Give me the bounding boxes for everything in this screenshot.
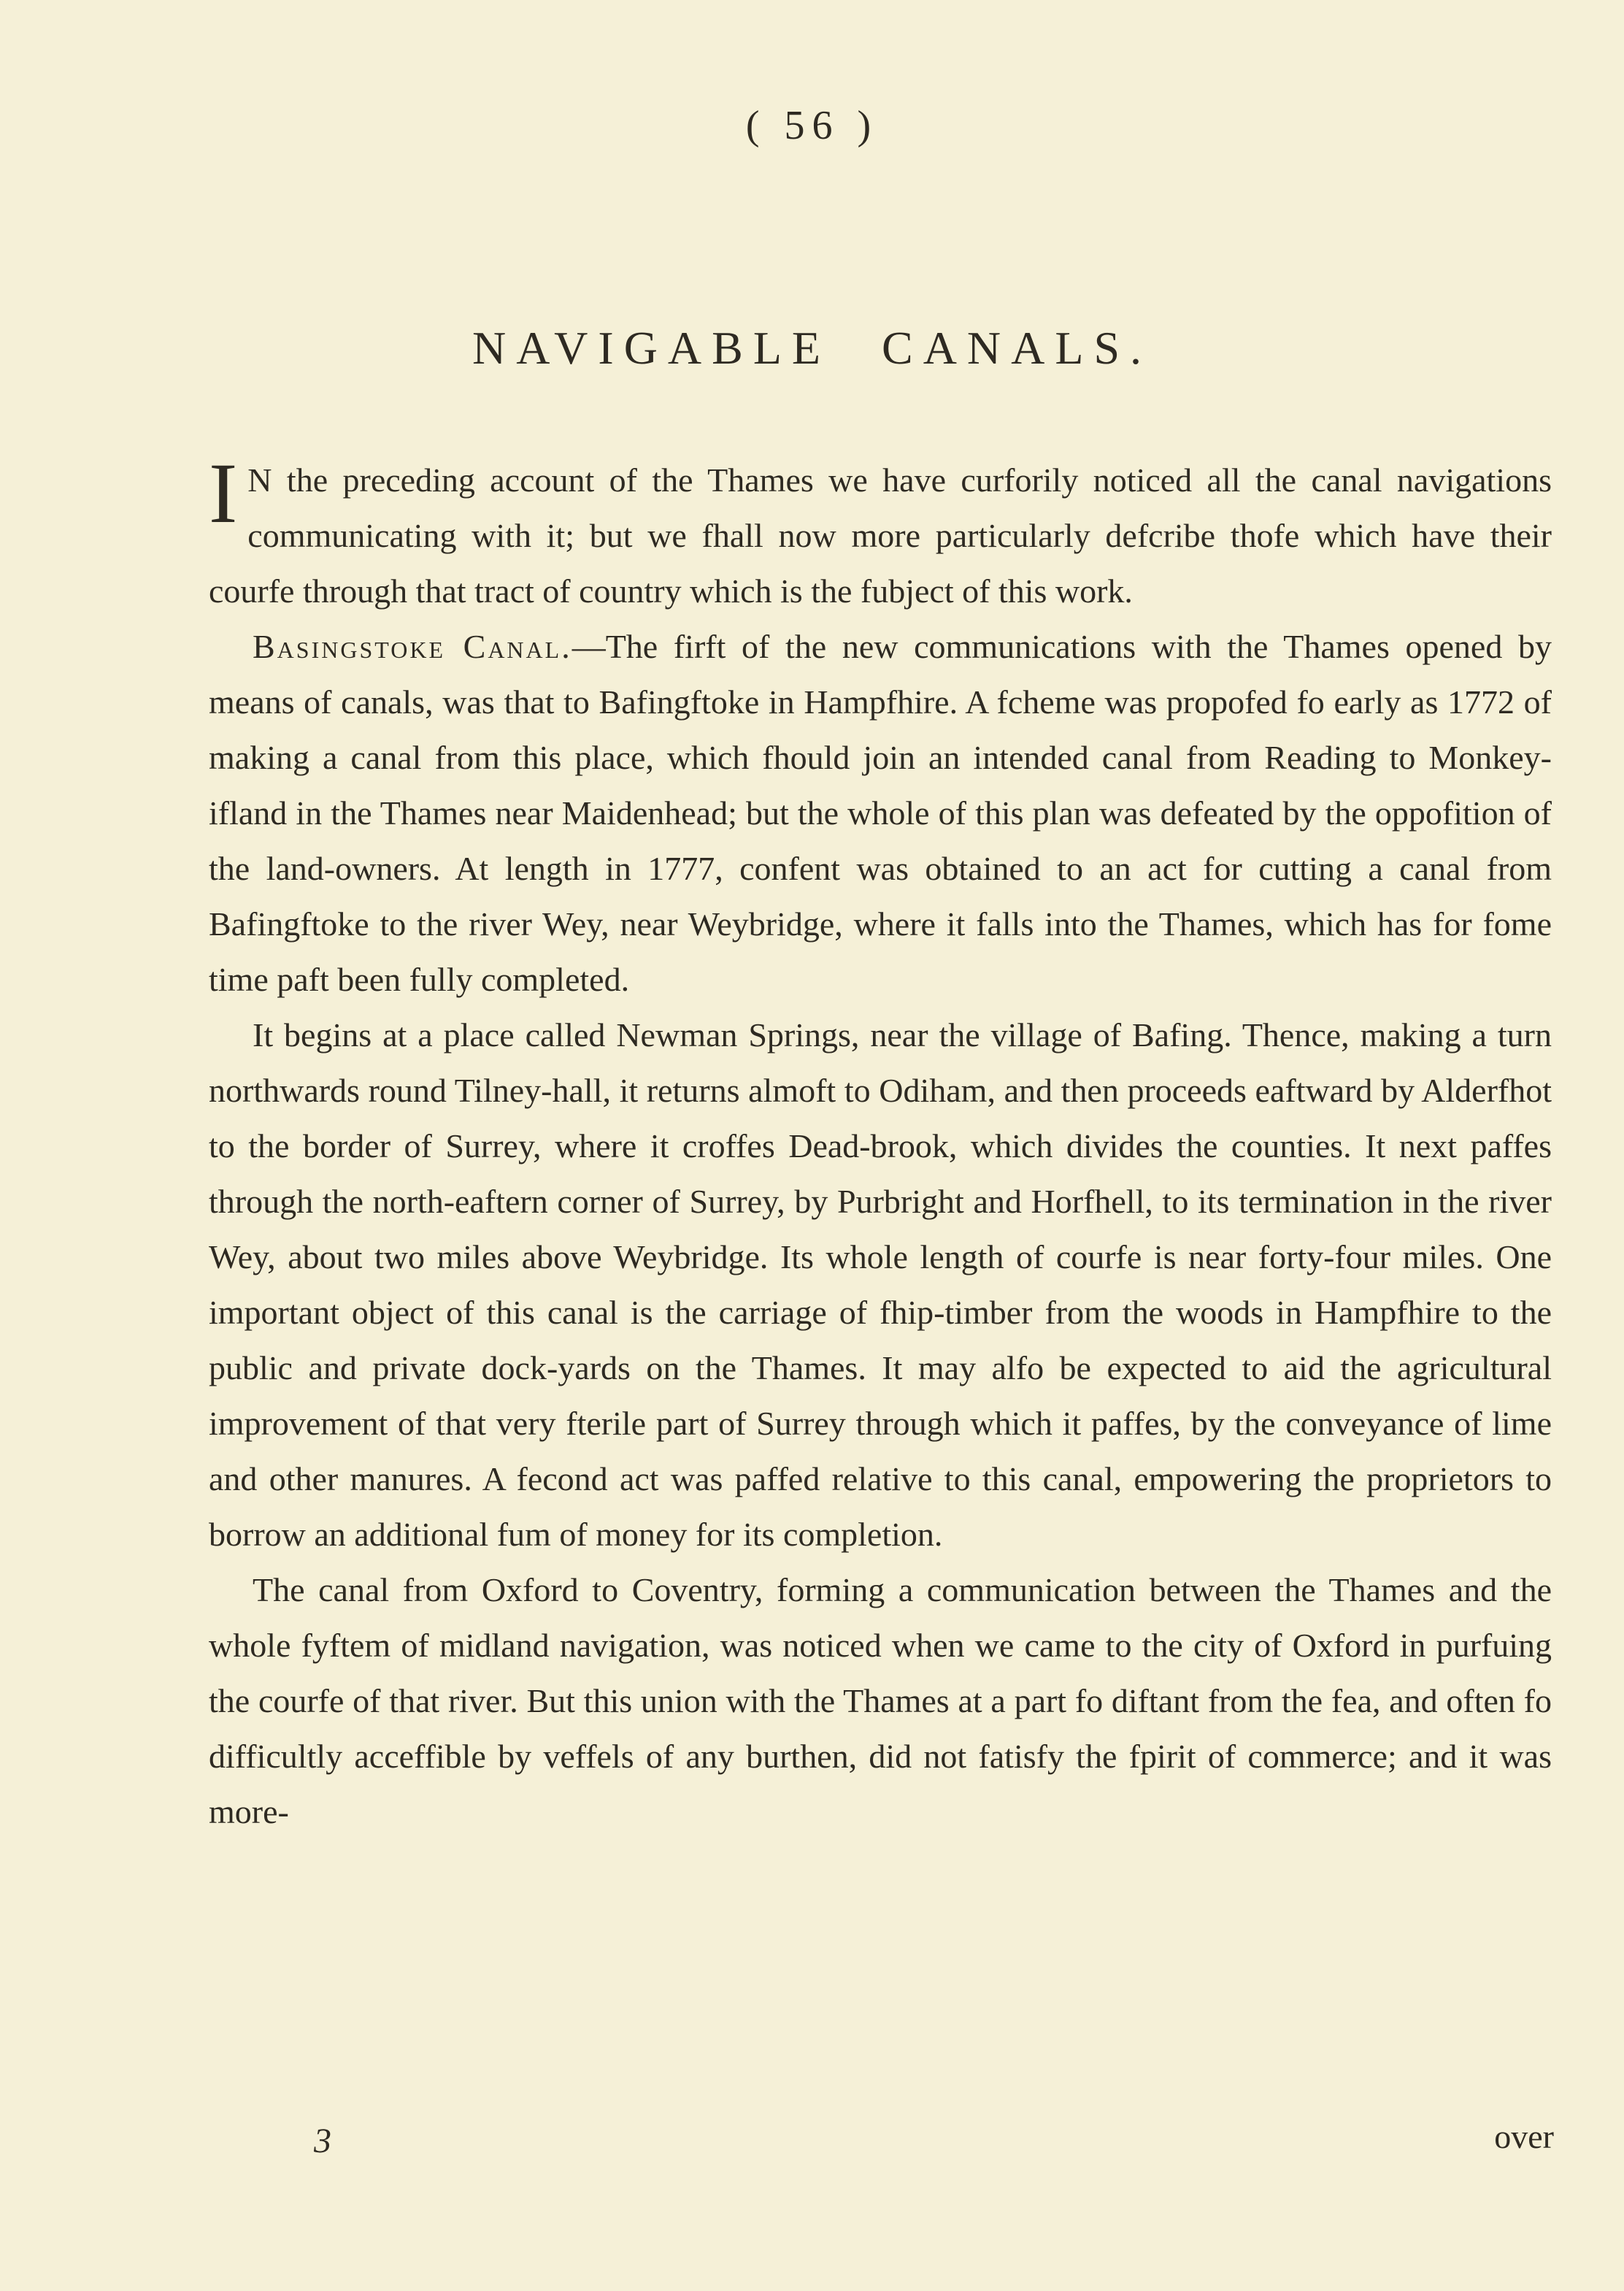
paragraph-4 bbox=[209, 1562, 1552, 1840]
paragraph-3 bbox=[209, 1008, 1552, 1562]
drop-cap: I bbox=[209, 445, 238, 541]
paragraph-2 bbox=[209, 619, 1552, 1008]
section-heading: Basingstoke Canal. bbox=[253, 628, 572, 665]
paragraph-1 bbox=[209, 445, 1552, 619]
chapter-title: NAVIGABLE CANALS. bbox=[472, 322, 1152, 374]
paragraph-4-text: The canal from Oxford to Coventry, forming a communication between the Thames and the whole fyftem of midland navigation, was noticed when we came to the city of Oxford in purfuing the courfe of that river. But this union with the Thames at a part fo diftant from the fea, and often fo difficultly acceffible by veffels of any burthen, did not fatisfy the fpirit of commerce; and it was more- bbox=[209, 1571, 1552, 1830]
paragraph-3-text: It begins at a place called Newman Springs, near the village of Bafing. Thence, making a turn northwards round Tilney-hall, it returns almoft to Odiham, and then proceeds eaftward by Alderfhot to the border of Surrey, where it croffes Dead-brook, which divides the counties. It next paffes through the north-eaftern corner of Surrey, by Purbright and Horfhell, to its termination in the river Wey, about two miles above Weybridge. Its whole length of courfe is near forty-four miles. One important object of this canal is the carriage of fhip-timber from the woods in Hampfhire to the public and private dock-yards on the Thames. It may alfo be expected to aid the agricultural improvement of that very fterile part of Surrey through which it paffes, by the conveyance of lime and other manures. A fecond act was paffed relative to this canal, empowering the proprietors to borrow an additional fum of money for its completion. bbox=[209, 1016, 1552, 1553]
paragraph-2-text: —The firft of the new communications with the Thames opened by means of canals, was that to Bafingftoke in Hampfhire. A fcheme was propofed fo early as 1772 of making a canal from this place, which fhould join an intended canal from Reading to Monkey-ifland in the Thames near Maidenhead; but the whole of this plan was defeated by the oppofition of the land-owners. At length in 1777, confent was obtained to an act for cutting a canal from Bafingftoke to the river Wey, near Weybridge, where it falls into the Thames, which has for fome time paft been fully completed. bbox=[209, 628, 1552, 998]
catchword: over bbox=[1494, 2118, 1554, 2155]
paragraph-1-text: N the preceding account of the Thames we have curforily noticed all the canal navigations communicating with it; but we fhall now more particularly defcribe thofe which have their courfe through that tract of country which is the fubject of this work. bbox=[209, 461, 1552, 610]
page-number: ( 56 ) bbox=[745, 103, 879, 148]
body-text bbox=[209, 445, 1552, 1840]
signature-mark: 3 bbox=[314, 2122, 331, 2160]
